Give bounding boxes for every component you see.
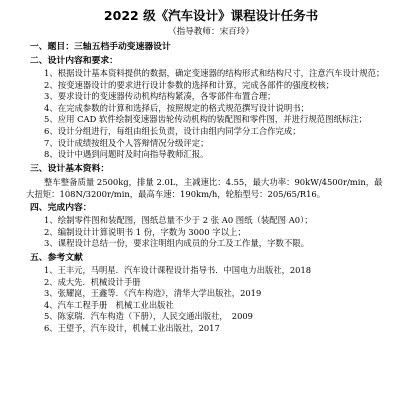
instructor-line: （指导教师：宋百玲）	[168, 27, 254, 37]
reference-item: 2、成大先．机械设计手册	[44, 276, 141, 287]
content-item: 6、设计分组进行，每组由组长负责，设计由组内同学分工合作完成；	[44, 125, 301, 136]
deliverable-item: 2、编制设计计算说明书 1 份，字数为 3000 字以上；	[44, 226, 246, 237]
basic-data-text: 整车整备质量 2500kg，排量 2.0L，主减速比：4.55，最大功率：90kW/4500r/min，最大扭矩：108N/3200r/min，最高车速：190km/h，轮胎型号：205/65/R16。	[26, 176, 383, 199]
content-item: 3、要求设计的变速器传动机构结构紧凑，各零部件布置合理；	[44, 91, 276, 102]
section-basic-data-heading: 三、设计基本资料：	[30, 163, 110, 174]
content-item: 4、在完成参数的计算和选择后，按照规定的格式规范撰写设计说明书；	[44, 102, 309, 113]
deliverable-item: 1、绘制零件图和装配图，图纸总量不少于 2 张 A0 图纸（装配图 A0）；	[44, 215, 313, 226]
document-title: 2022 级《汽车设计》课程设计任务书	[103, 8, 319, 23]
section-references-heading: 五、参考文献	[30, 252, 83, 263]
section-topic-heading: 一、题目：三轴五档手动变速器设计	[30, 42, 171, 52]
content-item: 1、根据设计基本资料提供的数据，确定变速器的结构形式和结构尺寸，注意汽车设计规范；	[44, 68, 385, 78]
reference-item: 1、王丰元，马明星．汽车设计课程设计指导书．中国电力出版社，2018	[44, 264, 312, 275]
content-item: 2、按变速器设计的要求进行设计参数的选择和计算，完成各部件的强度校核；	[44, 79, 335, 90]
reference-item: 5、陈家瑞．汽车构造（下册），人民交通出版社， 2009	[44, 311, 253, 322]
content-item: 7、设计成绩按组及个人答辩情况分级评定；	[44, 137, 209, 148]
reference-item: 6、王望予，汽车设计，机械工业出版社，2017	[44, 322, 220, 333]
section-content-heading: 二、设计内容和要求：	[30, 56, 118, 66]
reference-item: 3、张耀崑，王鑫等．《汽车构造》，清华大学出版社，2019	[44, 288, 262, 299]
content-item: 5、应用 CAD 软件绘制变速器齿轮传动机构的装配图和零件图，并进行规范图纸标注；	[44, 114, 367, 125]
deliverable-item: 3、课程设计总结一份，要求注明组内成员的分工及工作量，字数不限。	[44, 238, 309, 249]
section-deliverables-heading: 四、完成内容：	[30, 203, 92, 214]
content-item: 8、设计中遇到问题时及时向指导教师汇报。	[44, 149, 209, 160]
reference-item: 4、汽车工程手册 机械工业出版社	[44, 299, 174, 310]
